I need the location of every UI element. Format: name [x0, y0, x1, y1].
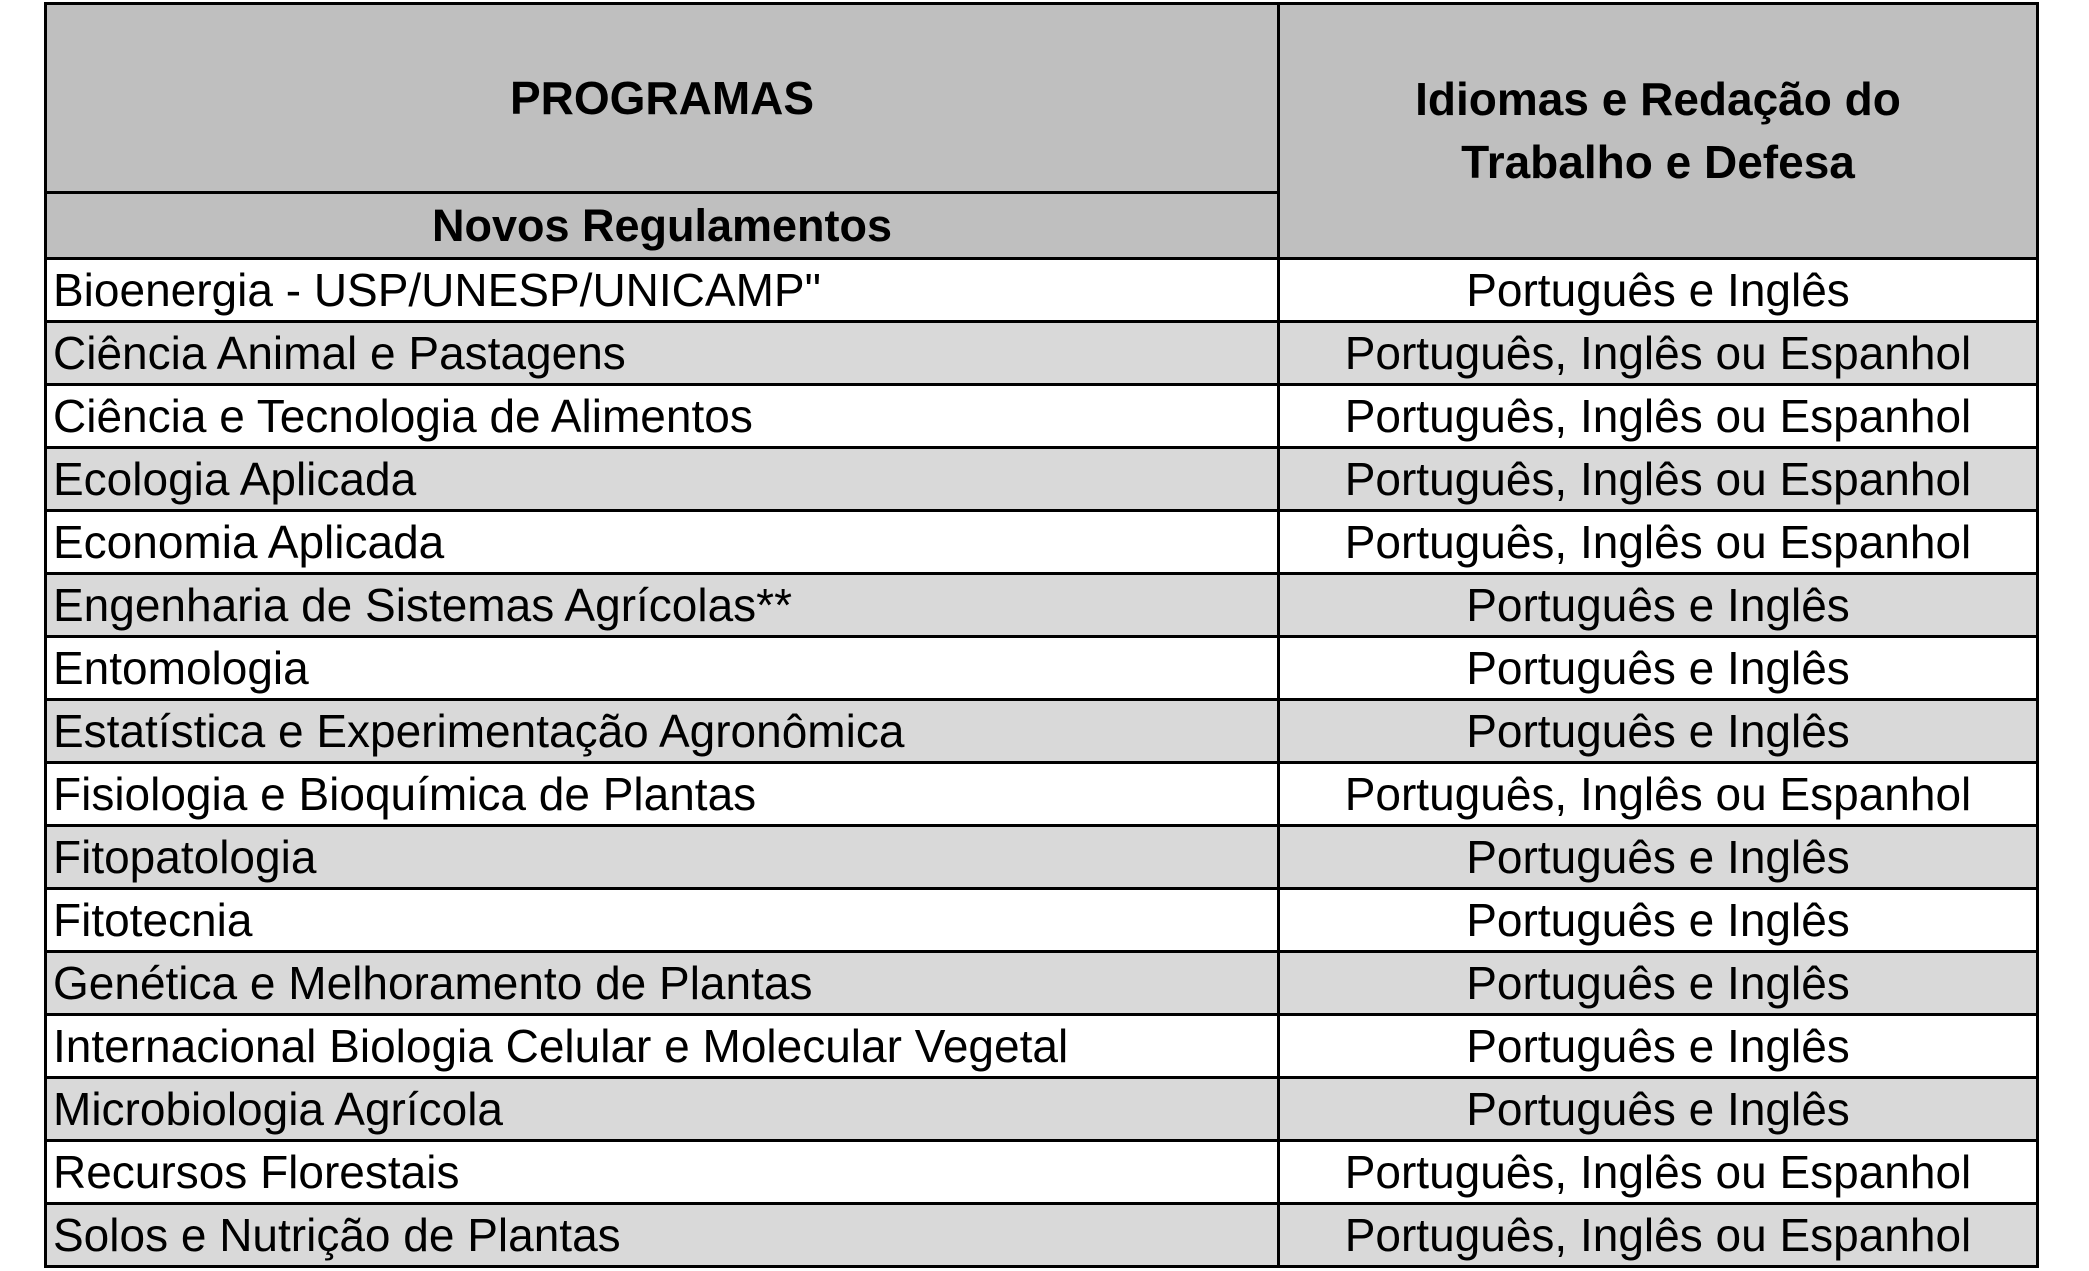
- program-name: Ciência Animal e Pastagens: [46, 322, 1279, 385]
- table-row: [46, 259, 2038, 322]
- language-value: Português, Inglês ou Espanhol: [1279, 511, 2038, 574]
- table-row: [46, 1078, 2038, 1141]
- table-row: [46, 1141, 2038, 1204]
- language-value: Português e Inglês: [1279, 259, 2038, 322]
- program-name: Economia Aplicada: [46, 511, 1279, 574]
- new-regulations-subheader: Novos Regulamentos: [46, 193, 1279, 259]
- language-value: Português e Inglês: [1279, 889, 2038, 952]
- program-name: Estatística e Experimentação Agronômica: [46, 700, 1279, 763]
- table-row: [46, 700, 2038, 763]
- program-name: Fitotecnia: [46, 889, 1279, 952]
- table-row: [46, 1204, 2038, 1267]
- table-row: [46, 322, 2038, 385]
- language-value: Português, Inglês ou Espanhol: [1279, 1141, 2038, 1204]
- language-value: Português, Inglês ou Espanhol: [1279, 322, 2038, 385]
- table-row: [46, 889, 2038, 952]
- program-name: Genética e Melhoramento de Plantas: [46, 952, 1279, 1015]
- languages-header: [1279, 4, 2038, 259]
- program-name: Recursos Florestais: [46, 1141, 1279, 1204]
- language-value: Português, Inglês ou Espanhol: [1279, 763, 2038, 826]
- table-row: [46, 448, 2038, 511]
- program-name: Fisiologia e Bioquímica de Plantas: [46, 763, 1279, 826]
- languages-header-line-1: Idiomas e Redação do: [1415, 73, 1901, 125]
- language-value: Português e Inglês: [1279, 826, 2038, 889]
- table-row: [46, 826, 2038, 889]
- programs-header: PROGRAMAS: [46, 4, 1279, 193]
- language-value: Português, Inglês ou Espanhol: [1279, 1204, 2038, 1267]
- language-value: Português e Inglês: [1279, 637, 2038, 700]
- program-name: Bioenergia - USP/UNESP/UNICAMP": [46, 259, 1279, 322]
- table-row: [46, 511, 2038, 574]
- program-name: Microbiologia Agrícola: [46, 1078, 1279, 1141]
- language-value: Português e Inglês: [1279, 700, 2038, 763]
- language-value: Português, Inglês ou Espanhol: [1279, 448, 2038, 511]
- program-name: Entomologia: [46, 637, 1279, 700]
- program-name: Engenharia de Sistemas Agrícolas**: [46, 574, 1279, 637]
- language-value: Português e Inglês: [1279, 1078, 2038, 1141]
- header-row: [46, 4, 2038, 193]
- language-value: Português e Inglês: [1279, 574, 2038, 637]
- program-name: Ciência e Tecnologia de Alimentos: [46, 385, 1279, 448]
- program-name: Internacional Biologia Celular e Molecular Vegetal: [46, 1015, 1279, 1078]
- table-row: [46, 637, 2038, 700]
- program-name: Solos e Nutrição de Plantas: [46, 1204, 1279, 1267]
- program-name: Ecologia Aplicada: [46, 448, 1279, 511]
- table-row: [46, 952, 2038, 1015]
- table-row: [46, 574, 2038, 637]
- languages-header-line-2: Trabalho e Defesa: [1461, 136, 1855, 188]
- table-row: [46, 385, 2038, 448]
- programs-language-table: [44, 2, 2039, 1268]
- language-value: Português, Inglês ou Espanhol: [1279, 385, 2038, 448]
- language-value: Português e Inglês: [1279, 1015, 2038, 1078]
- table-row: [46, 1015, 2038, 1078]
- program-name: Fitopatologia: [46, 826, 1279, 889]
- language-value: Português e Inglês: [1279, 952, 2038, 1015]
- table-row: [46, 763, 2038, 826]
